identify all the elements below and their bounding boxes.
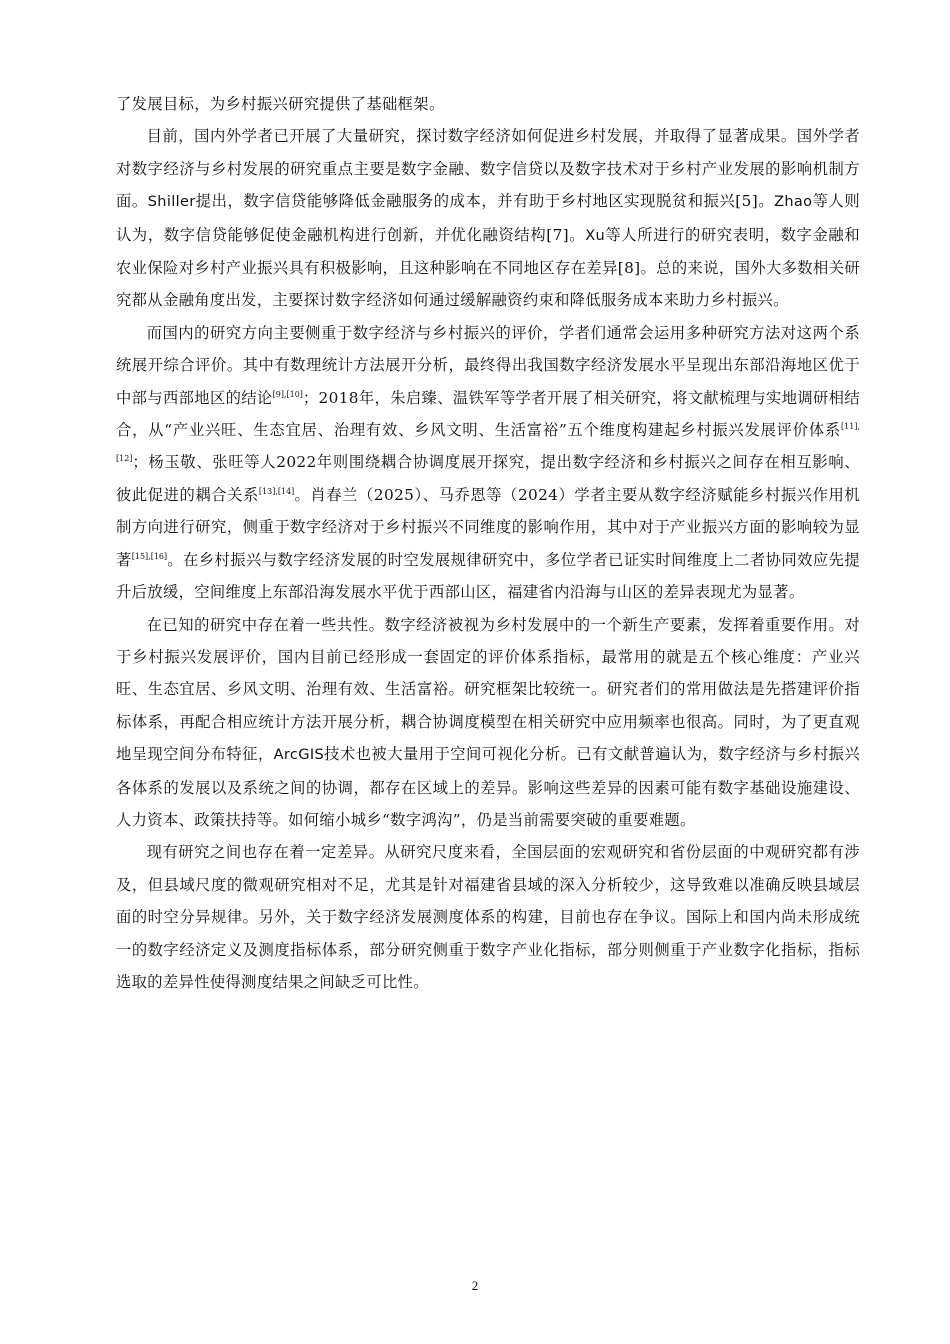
author-name-zhao: Zhao xyxy=(774,194,813,211)
citation-superscript: [11],[12] xyxy=(116,422,860,464)
author-name-xu: Xu xyxy=(585,227,606,244)
paragraph-differences: 现有研究之间也存在着一定差异。从研究尺度来看，全国层面的宏观研究和省份层面的中观研究都有涉及，但县域尺度的微观研究相对不足，尤其是针对福建省县域的深入分析较少，这导致难以准确反映县域层面的时空分异规律。另外，关于数字经济发展测度体系的构建，目前也存在争议。国际上和国内尚未形成统一的数字经济定义及测度指标体系，部分研究侧重于数字产业化指标，部分则侧重于产业数字化指标，指标选取的差异性使得测度结果之间缺乏可比性。 xyxy=(116,843,860,991)
text-run: 目前，国内外学者已开展了大量研究，探讨数字经济如何促进乡村发展，并取得了显著成果。国外学者对数字经济与乡村发展的研究重点主要是数字金融、数字信贷以及数字技术对于乡村产业发展的影响机制方面。 xyxy=(116,127,860,211)
text-run: ；杨玉敬、张旺等人2022年则围绕耦合协调度展开探究，提出数字经济和乡村振兴之间存在相互影响、彼此促进的耦合关系 xyxy=(116,453,860,504)
text-run: 等人则认为，数字信贷能够促使金融机构进行创新，并优化融资结构[7]。 xyxy=(116,192,860,244)
citation-superscript: [13],[14] xyxy=(258,486,295,496)
paragraph-commonalities xyxy=(116,609,860,837)
body-text xyxy=(116,88,860,998)
text-run: 。肖春兰（2025）、马乔恩等（2024）学者主要从数字经济赋能乡村振兴作用机制方向进行研究，侧重于数字经济对于乡村振兴不同维度的影响作用，其中对于产业振兴方面的影响较为显著 xyxy=(116,485,860,569)
paragraph-domestic-research xyxy=(116,317,860,609)
text-run: 在已知的研究中存在着一些共性。数字经济被视为乡村发展中的一个新生产要素，发挥着重要作用。对于乡村振兴发展评价，国内目前已经形成一套固定的评价体系指标，最常用的就是五个核心维度：产业兴旺、生态宜居、乡风文明、治理有效、生活富裕。研究框架比较统一。研究者们的常用做法是先搭建评价指标体系，再配合相应统计方法开展分析，耦合协调度模型在相关研究中应用频率也很高。同时，为了更直观地呈现空间分布特征， xyxy=(116,615,860,764)
citation-superscript: [9],[10] xyxy=(272,389,303,399)
text-run: 等人所进行的研究表明，数字金融和农业保险对乡村产业振兴具有积极影响，且这种影响在不同地区存在差异[8]。总的来说，国外大多数相关研究都从金融角度出发，主要探讨数字经济如何通过缓解融资约束和降低服务成本来助力乡村振兴。 xyxy=(116,225,860,310)
text-run: 而国内的研究方向主要侧重于数字经济与乡村振兴的评价，学者们通常会运用多种研究方法对这两个系统展开综合评价。其中有数理统计方法展开分析，最终得出我国数字经济发展水平呈现出东部沿海地区优于中部与西部地区的结论 xyxy=(116,323,860,407)
text-run: 提出，数字信贷能够降低金融服务的成本，并有助于乡村地区实现脱贫和振兴[5]。 xyxy=(195,192,775,211)
text-run: 。在乡村振兴与数字经济发展的时空发展规律研究中，多位学者已证实时间维度上二者协同效应先提升后放缓，空间维度上东部沿海发展水平优于西部山区，福建省内沿海与山区的差异表现尤为显著。 xyxy=(116,550,860,602)
author-name-shiller: Shiller xyxy=(147,194,196,211)
text-run: 技术也被大量用于空间可视化分析。已有文献普遍认为，数字经济与乡村振兴各体系的发展以及系统之间的协调，都存在区域上的差异。影响这些差异的因素可能有数字基础设施建设、人力资本、政策扶持等。如何缩小城乡“数字鸿沟”，仍是当前需要突破的重要难题。 xyxy=(116,745,860,829)
text-run: ；2018年，朱启臻、温铁军等学者开展了相关研究，将文献梳理与实地调研相结合，从“产业兴旺、生态宜居、治理有效、乡风文明、生活富裕”五个维度构建起乡村振兴发展评价体系 xyxy=(116,388,860,440)
software-name-arcgis: ArcGIS xyxy=(273,747,325,764)
paragraph-continuation: 了发展目标，为乡村振兴研究提供了基础框架。 xyxy=(116,95,445,113)
paragraph-foreign-research xyxy=(116,120,860,316)
citation-superscript: [15],[16] xyxy=(131,551,168,561)
page-number: 2 xyxy=(471,1278,479,1293)
